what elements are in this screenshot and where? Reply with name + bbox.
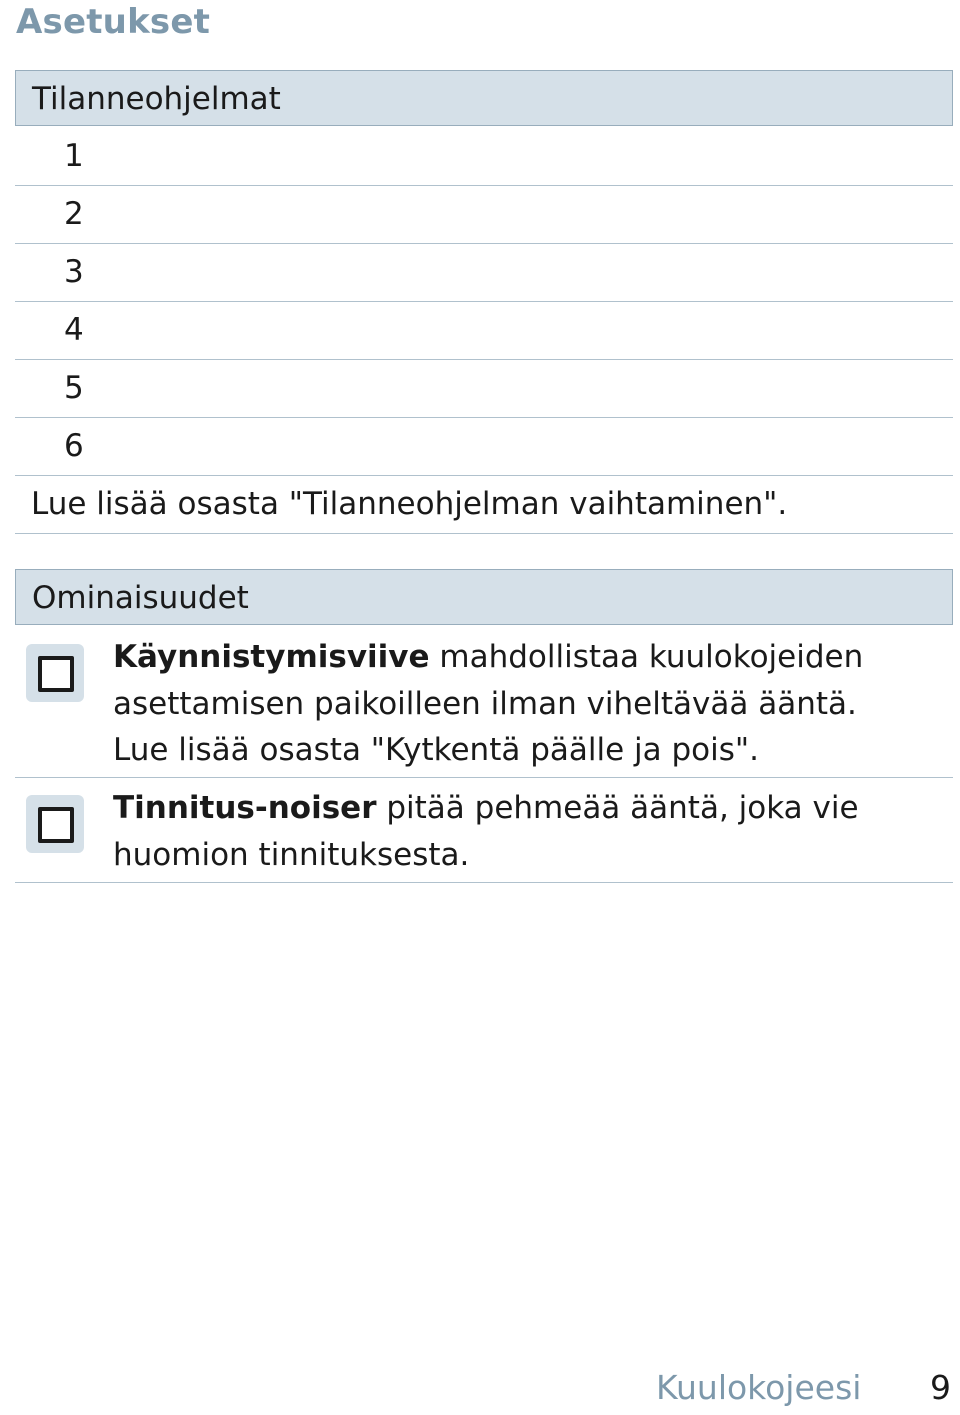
program-number: 4 [64,312,84,348]
program-number: 2 [64,196,84,232]
programs-note: Lue lisää osasta "Tilanneohjelman vaihtaminen". [31,486,788,522]
tinnitus-noiser-name: Tinnitus-noiser [113,790,377,826]
program-number: 6 [64,428,84,464]
program-row-4 [15,302,953,360]
program-number: 1 [64,138,84,174]
program-row-1 [15,128,953,186]
tinnitus-noiser-line-2: huomion tinnituksesta. [113,836,470,873]
footer-title: Kuulokojeesi [656,1368,862,1407]
programs-note-row [15,476,953,534]
startup-delay-checkbox[interactable] [38,656,74,692]
feature-divider [15,777,953,778]
program-row-2 [15,186,953,244]
tinnitus-noiser-line-1 [113,785,943,832]
program-row-6 [15,418,953,476]
startup-delay-description [113,634,943,774]
programs-section-header [15,70,953,126]
startup-delay-line-2: asettamisen paikoilleen ilman viheltävää ääntä. [113,685,857,722]
program-number: 5 [64,370,84,406]
page-title: Asetukset [16,2,211,42]
program-row-5 [15,360,953,418]
feature-tinnitus-noiser [15,785,953,882]
feature-startup-delay [15,634,953,777]
startup-delay-name: Käynnistymisviive [113,639,430,675]
programs-section-title: Tilanneohjelmat [32,81,281,117]
features-section-header [15,569,953,625]
section-bottom-divider [15,882,953,883]
tinnitus-noiser-checkbox-area[interactable] [26,795,84,853]
startup-delay-checkbox-area[interactable] [26,644,84,702]
program-number: 3 [64,254,84,290]
page-number: 9 [930,1368,951,1407]
startup-delay-line-3: Lue lisää osasta "Kytkentä päälle ja pois". [113,732,760,768]
tinnitus-noiser-checkbox[interactable] [38,807,74,843]
program-row-3 [15,244,953,302]
features-section-title: Ominaisuudet [32,580,249,616]
startup-delay-line-1 [113,634,943,681]
tinnitus-noiser-line-1-rest: pitää pehmeää ääntä, joka vie [376,790,859,826]
startup-delay-line-1-rest: mahdollistaa kuulokojeiden [429,639,864,675]
tinnitus-noiser-description [113,785,943,878]
